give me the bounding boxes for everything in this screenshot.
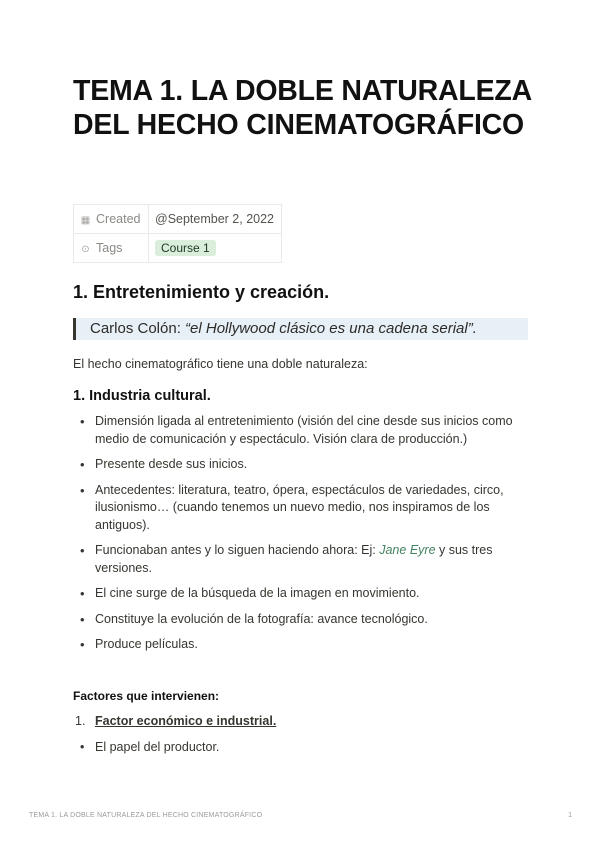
factor-label: Factor económico e industrial. (95, 714, 277, 728)
tag-icon: ⊙ (81, 244, 90, 255)
list-item: • Constituye la evolución de la fotografía: avance tecnológico. (95, 611, 535, 629)
quote-text: “el Hollywood clásico es una cadena serial”. (185, 320, 477, 337)
factors-heading: Factores que intervienen: (73, 689, 220, 703)
list-item: • Produce películas. (95, 636, 535, 654)
list-item (75, 713, 277, 730)
calendar-icon: ▦ (80, 215, 91, 226)
property-value-created[interactable]: @September 2, 2022 (149, 205, 282, 234)
list-number: 1. (75, 714, 86, 728)
page-number: 1 (568, 812, 572, 819)
property-key: ⊙ Tags (74, 234, 149, 263)
jane-eyre-link[interactable]: Jane Eyre (379, 543, 436, 557)
subsection-heading: 1. Industria cultural. (73, 388, 211, 404)
bullet-list (73, 413, 535, 662)
page-title: TEMA 1. LA DOBLE NATURALEZA DEL HECHO CINEMATOGRÁFICO (73, 75, 531, 141)
list-item: • Dimensión ligada al entretenimiento (visión del cine desde sus inicios como medio de comunicación y espectáculo. Visión clara de producción.) (95, 413, 535, 448)
property-value-tags (149, 234, 282, 263)
list-item: • El papel del productor. (95, 739, 219, 756)
tag-badge[interactable]: Course 1 (155, 240, 216, 256)
property-key: ▦ Created (74, 205, 149, 234)
intro-paragraph: El hecho cinematográfico tiene una doble naturaleza: (73, 357, 368, 371)
list-item: • Antecedentes: literatura, teatro, ópera, espectáculos de variedades, circo, ilusionismo… (cuando tenemos un nuevo medio, nos inspiramos de los antiguos). (95, 482, 535, 535)
property-row-created (74, 205, 282, 234)
factors-sub-list (73, 739, 219, 756)
properties-table (73, 204, 282, 263)
property-row-tags (74, 234, 282, 263)
section-heading: 1. Entretenimiento y creación. (73, 282, 330, 302)
quote-block (73, 318, 528, 340)
quote-author: Carlos Colón: (90, 320, 186, 337)
list-item: • El cine surge de la búsqueda de la imagen en movimiento. (95, 585, 535, 603)
footer-title: TEMA 1. LA DOBLE NATURALEZA DEL HECHO CINEMATOGRÁFICO (29, 812, 263, 819)
list-item: • Presente desde sus inicios. (95, 456, 535, 474)
list-item: • Funcionaban antes y lo siguen haciendo ahora: Ej: Jane Eyre y sus tres versiones. (95, 542, 535, 577)
factors-list (73, 713, 276, 730)
